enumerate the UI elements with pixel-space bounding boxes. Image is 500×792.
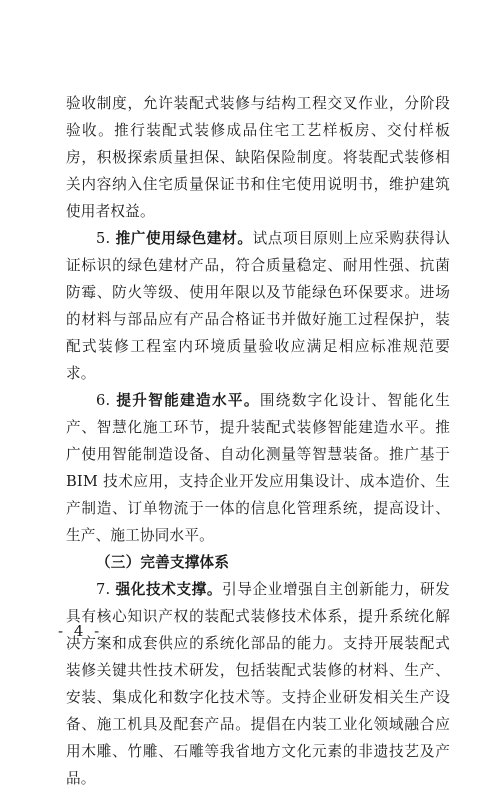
item-number: 6. (96, 392, 111, 409)
paragraph-text: 引导企业增强自主创新能力，研发具有核心知识产权的装配式装修技术体系，提升系统化解决方案和成套供应的系统化部品的能力。支持开展装配式装修关键共性技术研发，包括装配式装修的材料、生产、安装、集成化和数字化技术等。支持企业研发相关生产设备、施工机具及配套产品。提倡在内装工业化领域融合应用木雕、竹雕、石雕等我省地方文化元素的非遗技艺及产品。 (66, 581, 450, 787)
item-number: 7. (96, 581, 111, 598)
page-number: - 4 - (58, 622, 103, 640)
paragraph-item-5 (66, 225, 450, 387)
paragraph-item-7 (66, 576, 450, 792)
paragraph-continuation (66, 90, 450, 225)
paragraph-text: 围绕数字化设计、智能化生产、智慧化施工环节，提升装配式装修智能建造水平。推广使用智能制造设备、自动化测量等智慧装备。推广基于 BIM 技术应用，支持企业开发应用集设计、成本造价、生产制造、订单物流于一体的信息化管理系统，提高设计、生产、施工协同水平。 (66, 392, 450, 544)
item-number: 5. (96, 230, 111, 247)
paragraph-item-6 (66, 387, 450, 549)
section-heading (66, 549, 450, 576)
item-heading: 强化技术支撑。 (115, 581, 223, 598)
item-heading: 提升智能建造水平。 (116, 392, 260, 409)
paragraph-text: 验收制度，允许装配式装修与结构工程交叉作业，分阶段验收。推行装配式装修成品住宅工艺样板房、交付样板房，积极探索质量担保、缺陷保险制度。将装配式装修相关内容纳入住宅质量保证书和住宅使用说明书，维护建筑使用者权益。 (66, 95, 450, 220)
paragraph-text: 试点项目原则上应采购获得认证标识的绿色建材产品，符合质量稳定、耐用性强、抗菌防霉、防火等级、使用年限以及节能绿色环保要求。进场的材料与部品应有产品合格证书并做好施工过程保护，装配式装修工程室内环境质量验收应满足相应标准规范要求。 (66, 230, 450, 382)
section-title: （三）完善支撑体系 (96, 554, 230, 571)
item-heading: 推广使用绿色建材。 (115, 230, 253, 247)
document-body (66, 90, 450, 792)
